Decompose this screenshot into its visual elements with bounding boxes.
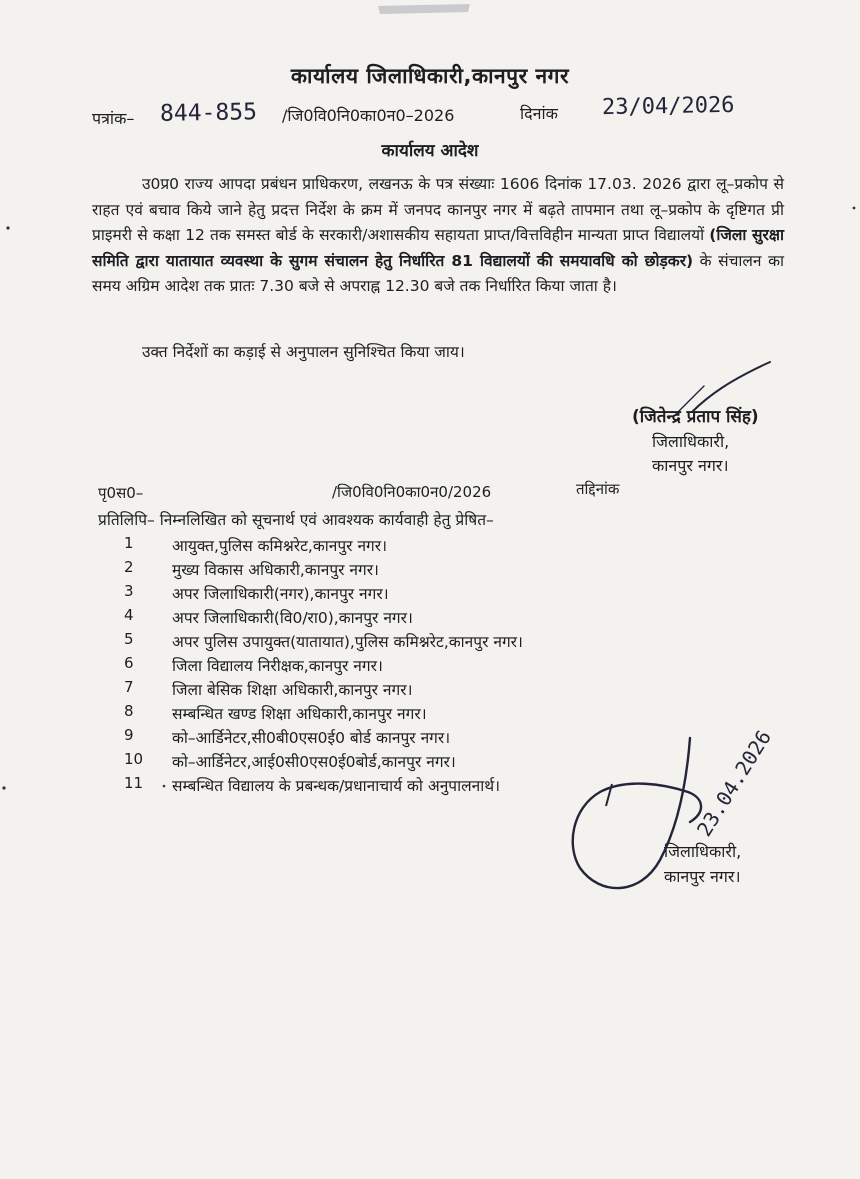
ref-label: पत्रांक– — [92, 109, 135, 128]
list-item-number: 10 — [124, 750, 144, 768]
list-item-text: जिला बेसिक शिक्षा अधिकारी,कानपुर नगर। — [172, 681, 413, 699]
list-item-text: अपर जिलाधिकारी(वि0/रा0),कानपुर नगर। — [172, 609, 413, 627]
signatory-place: कानपुर नगर। — [652, 456, 729, 475]
list-item — [0, 558, 700, 582]
list-item — [0, 534, 700, 558]
list-item — [0, 606, 700, 630]
handwritten-date: 23.04.2026 — [691, 725, 777, 841]
copy-to-line: प्रतिलिपि– निम्नलिखित को सूचनार्थ एवं आवश्यक कार्यवाही हेतु प्रेषित– — [98, 511, 494, 529]
list-item-text: सम्बन्धित विद्यालय के प्रबन्धक/प्रधानाचार्य को अनुपालनार्थ। — [172, 777, 501, 795]
list-item — [0, 678, 700, 702]
list-item-text: जिला विद्यालय निरीक्षक,कानपुर नगर। — [172, 657, 383, 675]
scan-smudge — [378, 4, 470, 14]
para1-part-b: के संचालन का समय अग्रिम आदेश तक प्रातः 7.30 बजे से अपराह्न 12.30 बजे तक निर्धारित किया जाता है। — [92, 251, 784, 295]
para1-part-a: उ0प्र0 राज्य आपदा प्रबंधन प्राधिकरण, लखनऊ के पत्र संख्याः 1606 दिनांक 17.03. 2026 द्वारा लू–प्रकोप से राहत एवं बचाव किये जाने हेतु प्रदत्त निर्देश के क्रम में जनपद कानपुर नगर में बढ़ते तापमान तथा लू–प्रकोप के दृष्टिगत प्री प्राइमरी से कक्षा 12 तक समस्त बोर्ड के सरकारी/अशासकीय सहायता प्राप्त/वित्तविहीन मान्यता प्राप्त विद्यालयों — [92, 175, 784, 244]
list-item-number: 11 — [124, 774, 144, 792]
order-paragraph — [92, 172, 784, 300]
signatory-name: (जितेन्द्र प्रताप सिंह) — [632, 407, 759, 427]
list-item-number: 3 — [124, 582, 134, 600]
list-item — [0, 750, 700, 774]
list-item — [0, 702, 700, 726]
list-item-number: 4 — [124, 606, 134, 624]
endorsement-date: तद्दिनांक — [576, 480, 620, 498]
list-item — [0, 630, 700, 654]
list-item-text: सम्बन्धित खण्ड शिक्षा अधिकारी,कानपुर नगर। — [172, 705, 427, 723]
list-item-number: 7 — [124, 678, 134, 696]
list-item-number: 5 — [124, 630, 134, 648]
list-item-text: अपर जिलाधिकारी(नगर),कानपुर नगर। — [172, 585, 389, 603]
margin-dot — [6, 226, 9, 229]
order-title: कार्यालय आदेश — [381, 141, 479, 161]
compliance-line: उक्त निर्देशों का कड़ाई से अनुपालन सुनिश्चित किया जाय। — [142, 343, 465, 361]
list-item-number: 9 — [124, 726, 134, 744]
list-item-number: 6 — [124, 654, 134, 672]
signatory-designation: जिलाधिकारी, — [652, 432, 730, 451]
list-item — [0, 774, 700, 798]
endorsement-label: पृ0स0– — [98, 484, 144, 502]
endorsement-signatory-place: कानपुर नगर। — [664, 867, 741, 886]
date-handwritten: 23/04/2026 — [601, 92, 735, 121]
list-item-text: को–आर्डिनेटर,सी0बी0एस0ई0 बोर्ड कानपुर नगर। — [172, 729, 451, 747]
endorsement-code: /जि0वि0नि0का0न0/2026 — [332, 483, 492, 501]
list-item-number: 8 — [124, 702, 134, 720]
list-item-text: को–आर्डिनेटर,आई0सी0एस0ई0बोर्ड,कानपुर नगर। — [172, 753, 456, 771]
margin-dot — [853, 207, 856, 210]
list-item — [0, 726, 700, 750]
list-item — [0, 582, 700, 606]
ref-code: /जि0वि0नि0का0न0–2026 — [282, 106, 455, 125]
list-item — [0, 654, 700, 678]
ref-number-handwritten: 844-855 — [159, 99, 258, 127]
list-item-number: 1 — [124, 534, 134, 552]
date-label: दिनांक — [520, 104, 558, 123]
endorsement-signatory-designation: जिलाधिकारी, — [664, 842, 742, 861]
para1-bold: (जिला सुरक्षा समिति द्वारा यातायात व्यवस्था के सुगम संचालन हेतु निर्धारित 81 विद्यालयों की समयावधि को छोड़कर) — [92, 226, 785, 270]
list-item-number: 2 — [124, 558, 134, 576]
office-title: कार्यालय जिलाधिकारी,कानपुर नगर — [290, 64, 570, 88]
list-item-text: आयुक्त,पुलिस कमिश्नरेट,कानपुर नगर। — [172, 537, 387, 555]
list-item-text: अपर पुलिस उपायुक्त(यातायात),पुलिस कमिश्नरेट,कानपुर नगर। — [172, 633, 523, 651]
list-item-text: मुख्य विकास अधिकारी,कानपुर नगर। — [172, 561, 379, 579]
